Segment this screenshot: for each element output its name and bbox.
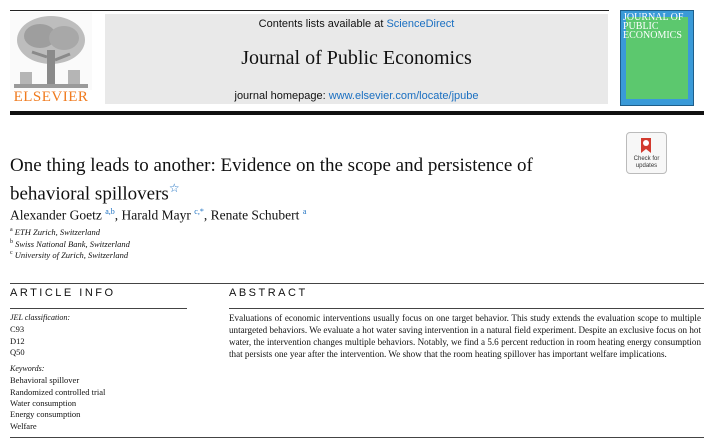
author-name[interactable]: Alexander Goetz: [10, 207, 102, 223]
affiliation-text: Swiss National Bank, Switzerland: [15, 239, 130, 249]
homepage-prefix: journal homepage:: [234, 90, 329, 102]
affiliation-text: University of Zurich, Switzerland: [14, 250, 129, 260]
author-separator: ,: [203, 207, 211, 223]
publisher-name[interactable]: ELSEVIER: [13, 89, 89, 105]
author-name[interactable]: Renate Schubert: [210, 207, 300, 223]
affiliation-key: c: [10, 250, 13, 257]
article-info-rule: [10, 308, 187, 309]
check-for-updates-button[interactable]: [626, 132, 667, 174]
header-top-rule: [10, 10, 609, 11]
contents-prefix: Contents lists available at: [258, 18, 387, 30]
journal-title: Journal of Public Economics: [241, 47, 472, 69]
article-title-text: One thing leads to another: Evidence on the scope and persistence of behavioral spillovers: [10, 155, 533, 205]
author-separator: ,: [114, 207, 122, 223]
journal-cover-image[interactable]: [620, 10, 694, 106]
affiliation-item: [10, 227, 100, 237]
affiliation-key: a: [10, 227, 13, 234]
jel-code: C93: [10, 324, 25, 334]
keyword-item: Randomized controlled trial: [10, 387, 106, 397]
keyword-item: Welfare: [10, 421, 37, 431]
abstract-heading: ABSTRACT: [229, 287, 308, 299]
author-name[interactable]: Harald Mayr: [121, 207, 191, 223]
jel-code: D12: [10, 336, 25, 346]
abstract-text: Evaluations of economic interventions usually focus on one target behavior. This study extends the evaluation scope to multiple untargeted behaviors. We evaluate a hot water saving intervention in a natural field experiment. Despite an exclusive focus on hot water, the intervention changes multiple behaviors. Notably, we find a 5.6 percent reduction in room heating energy consumption that persists one year after the intervention. We show that the room heating spillover has important welfare implications.: [229, 313, 701, 359]
journal-homepage-link[interactable]: www.elsevier.com/locate/jpube: [328, 90, 479, 102]
cover-title: JOURNAL OF PUBLIC ECONOMICS: [623, 12, 684, 41]
jel-label: JEL classification:: [10, 313, 71, 322]
section-top-rule: [10, 283, 704, 284]
header-thick-rule: [10, 111, 704, 115]
article-info-heading: ARTICLE INFO: [10, 287, 116, 299]
affiliation-text: ETH Zurich, Switzerland: [14, 227, 101, 237]
abstract-rule: [229, 308, 704, 309]
article-title: [10, 155, 610, 205]
affiliation-item: [10, 239, 130, 249]
section-bottom-rule: [10, 437, 704, 438]
check-updates-label: Check for updates: [633, 156, 660, 169]
keywords-label: Keywords:: [10, 364, 45, 373]
author-affiliation-sup[interactable]: a: [302, 207, 307, 216]
title-footnote-star-icon[interactable]: ☆: [168, 181, 180, 195]
affiliation-key: b: [10, 239, 13, 246]
keyword-item: Behavioral spillover: [10, 375, 80, 385]
journal-homepage-line: [105, 90, 608, 102]
jel-code: Q50: [10, 347, 25, 357]
author-affiliation-sup[interactable]: a,b: [105, 207, 115, 216]
affiliation-item: [10, 250, 128, 260]
keyword-item: Water consumption: [10, 398, 77, 408]
contents-available-line: [105, 18, 608, 30]
check-updates-icon: [639, 137, 653, 154]
author-list: [10, 207, 306, 224]
author-affiliation-sup[interactable]: c,*: [194, 207, 204, 216]
sciencedirect-link[interactable]: ScienceDirect: [386, 18, 455, 30]
keyword-item: Energy consumption: [10, 409, 81, 419]
